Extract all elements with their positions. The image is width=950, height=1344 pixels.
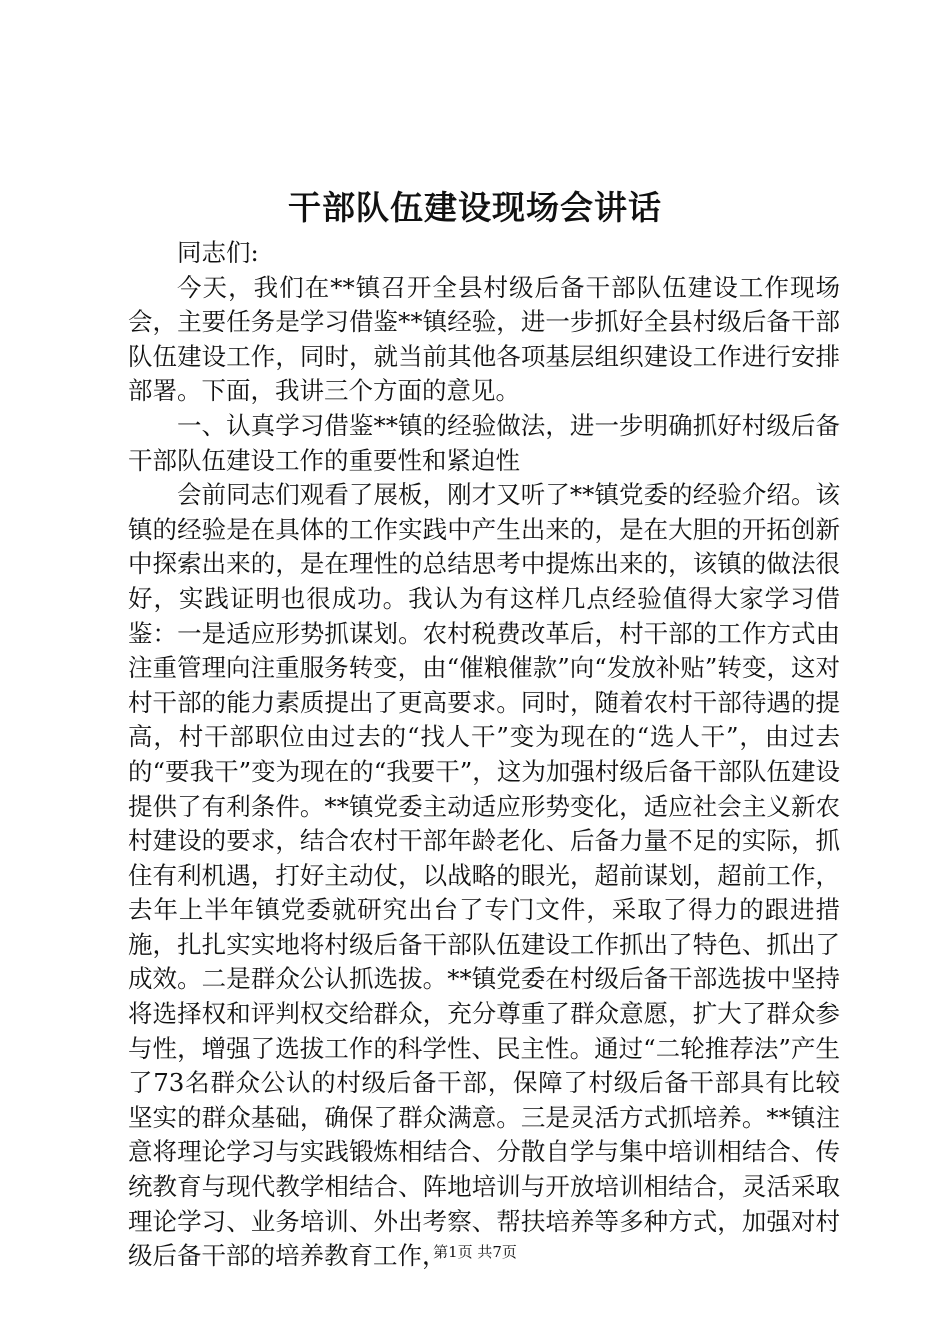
paragraph-experience: 会前同志们观看了展板，刚才又听了**镇党委的经验介绍。该镇的经验是在具体的工作实践中产生出来的，是在大胆的开拓创新中探索出来的，是在理性的总结思考中提炼出来的，该镇的做法很好，实践证明也很成功。我认为有这样几点经验值得大家学习借鉴：一是适应形势抓谋划。农村税费改革后，村干部的工作方式由注重管理向注重服务转变，由“催粮催款”向“发放补贴”转变，这对村干部的能力素质提出了更高要求。同时，随着农村干部待遇的提高，村干部职位由过去的“找人干”变为现在的“选人干”，由过去的“要我干”变为现在的“我要干”，这为加强村级后备干部队伍建设提供了有利条件。**镇党委主动适应形势变化，适应社会主义新农村建设的要求，结合农村干部年龄老化、后备力量不足的实际，抓住有利机遇，打好主动仗，以战略的眼光，超前谋划，超前工作，去年上半年镇党委就研究出台了专门文件，采取了得力的跟进措施，扎扎实实地将村级后备干部队伍建设工作抓出了特色、抓出了成效。二是群众公认抓选拔。**镇党委在村级后备干部选拔中坚持将选择权和评判权交给群众，充分尊重了群众意愿，扩大了群众参与性，增强了选拔工作的科学性、民主性。通过“二轮推荐法”产生了73名群众公认的村级后备干部，保障了村级后备干部具有比较坚实的群众基础，确保了群众满意。三是灵活方式抓培养。**镇注意将理论学习与实践锻炼相结合、分散自学与集中培训相结合、传统教育与现代教学相结合、阵地培训与开放培训相结合，灵活采取理论学习、业务培训、外出考察、帮扶培养等多种方式，加强对村级后备干部的培养教育工作， xyxy=(128,480,840,1271)
page-title: 干部队伍建设现场会讲话 xyxy=(288,188,662,227)
page-number-footer: 第1页 共7页 xyxy=(433,1243,517,1261)
paragraph-intro: 今天，我们在**镇召开全县村级后备干部队伍建设工作现场会，主要任务是学习借鉴**镇经验，进一步抓好全县村级后备干部队伍建设工作，同时，就当前其他各项基层组织建设工作进行安排部署。下面，我讲三个方面的意见。 xyxy=(128,272,840,406)
document-body xyxy=(128,236,840,1274)
salutation: 同志们: xyxy=(177,238,259,267)
section-heading-1: 一、认真学习借鉴**镇的经验做法，进一步明确抓好村级后备干部队伍建设工作的重要性和紧迫性 xyxy=(128,410,840,475)
